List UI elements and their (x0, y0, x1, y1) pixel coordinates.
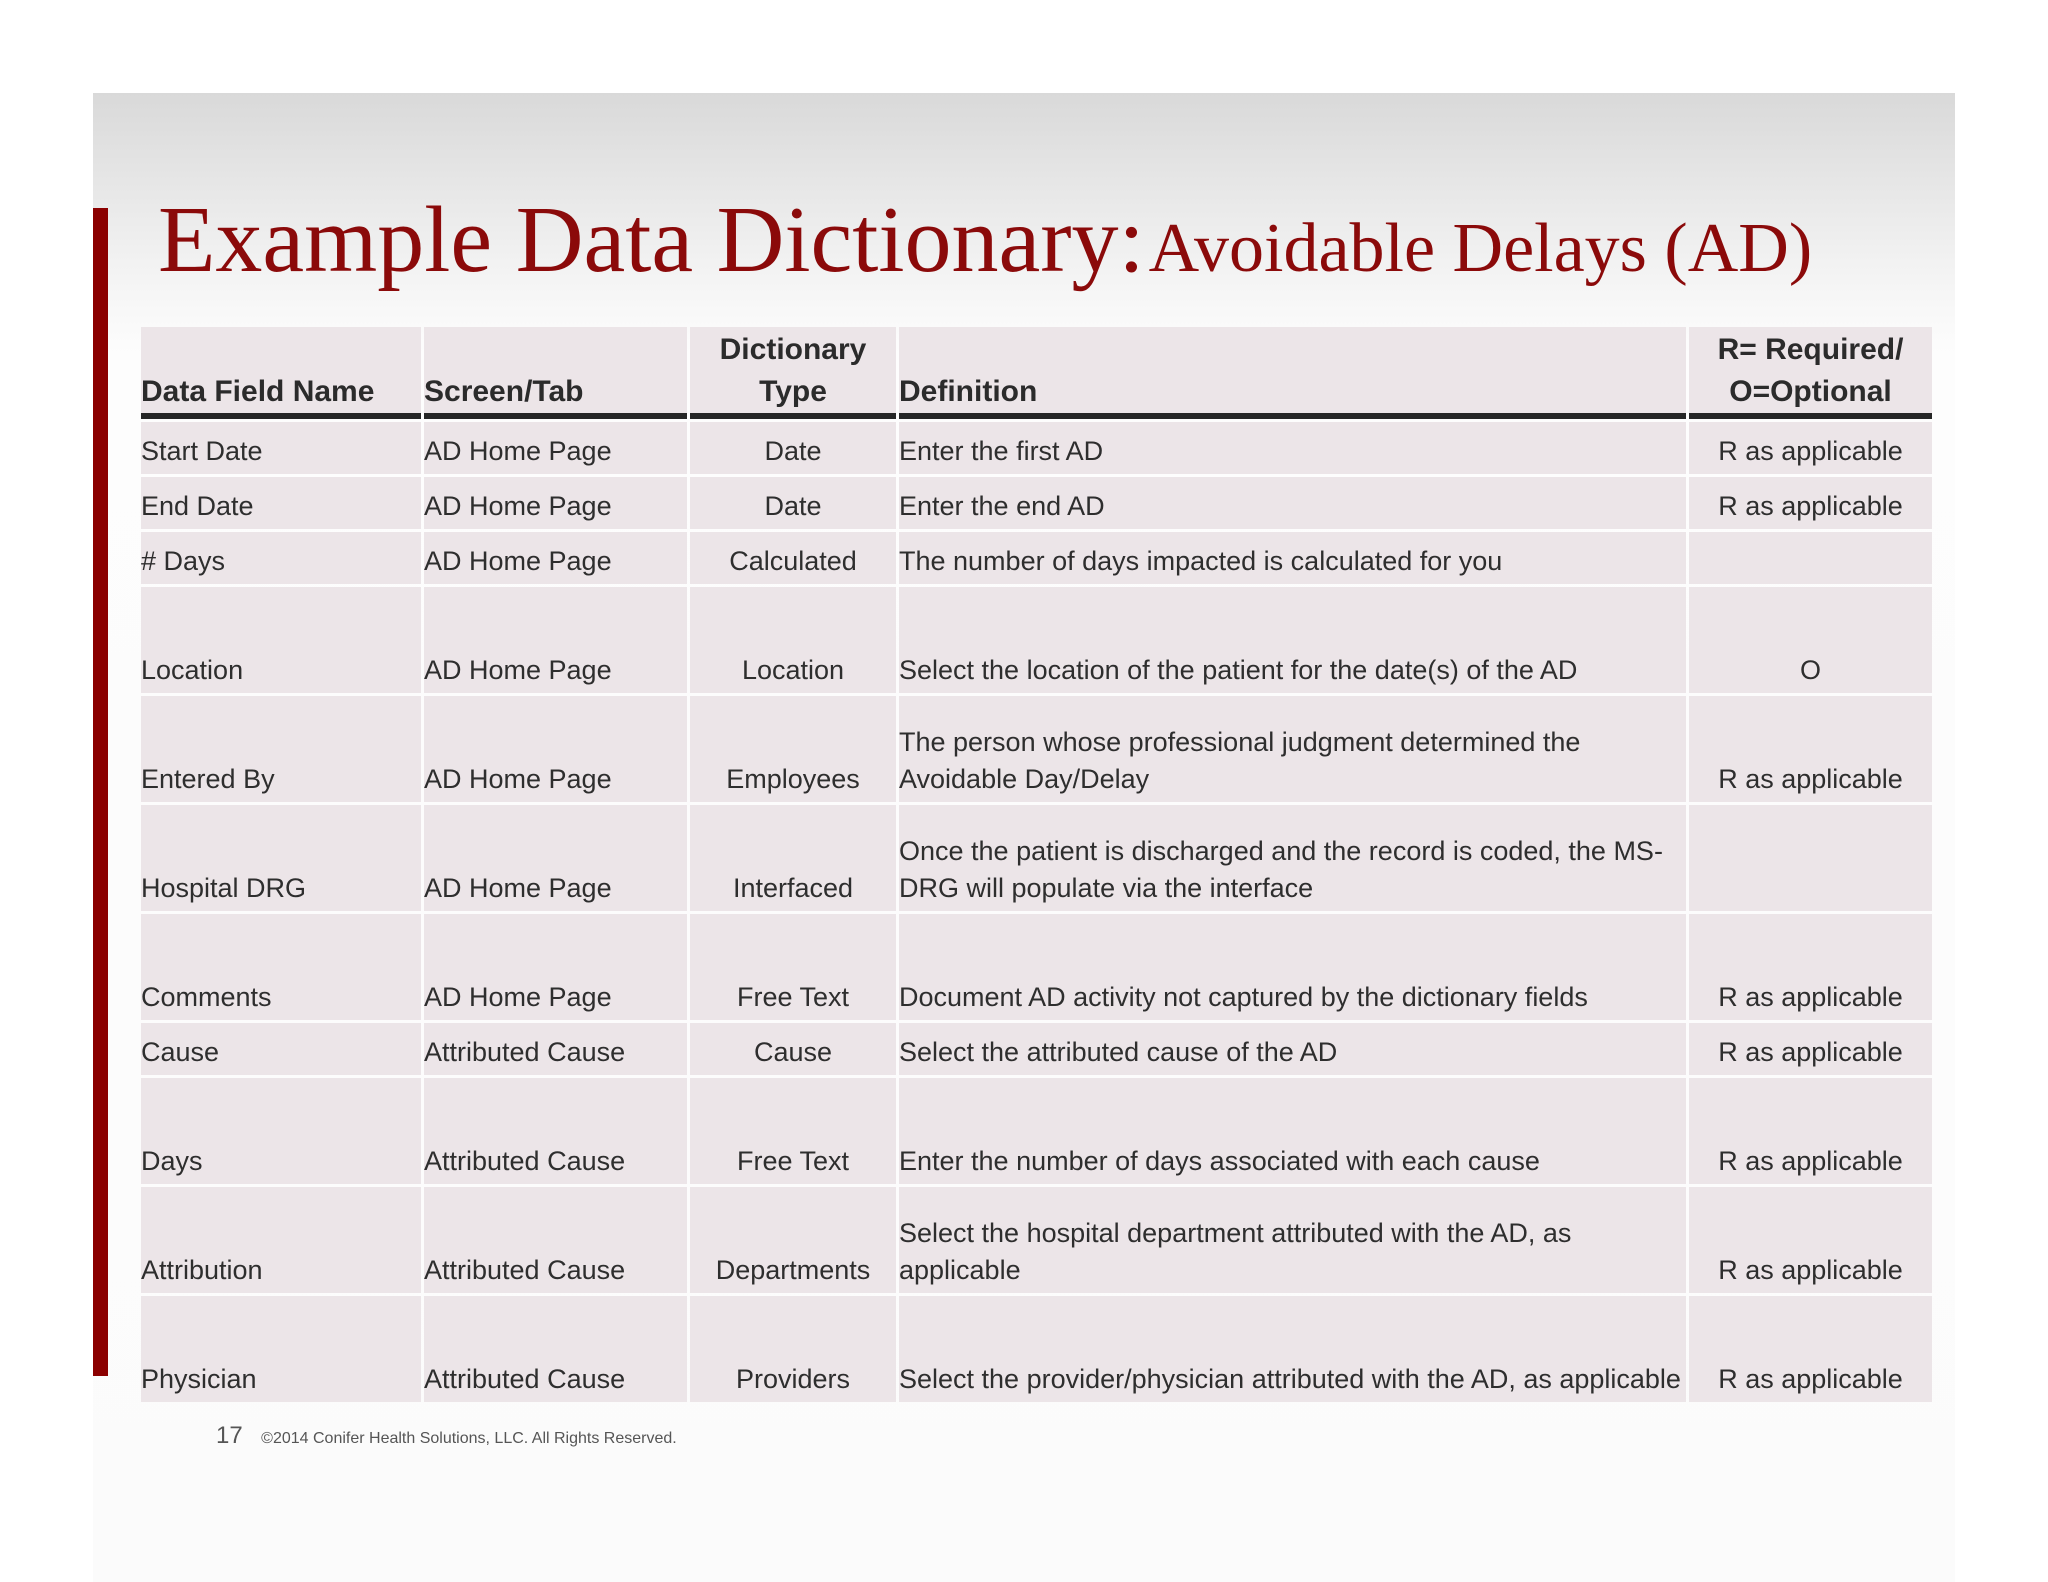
cell-data-field-name: Start Date (141, 422, 421, 474)
cell-required-optional: R as applicable (1689, 914, 1932, 1020)
cell-definition: The number of days impacted is calculated for you (899, 532, 1686, 584)
table-row (141, 805, 1932, 911)
cell-definition: Once the patient is discharged and the record is coded, the MS-DRG will populate via the interface (899, 805, 1686, 911)
cell-definition: Document AD activity not captured by the dictionary fields (899, 914, 1686, 1020)
cell-screen-tab: AD Home Page (424, 587, 687, 693)
cell-data-field-name: Comments (141, 914, 421, 1020)
copyright-notice: ©2014 Conifer Health Solutions, LLC. All Rights Reserved. (261, 1430, 677, 1447)
table-row (141, 696, 1932, 802)
table-body (141, 422, 1932, 1402)
table-row (141, 422, 1932, 474)
slide-title (158, 185, 1812, 295)
table-row (141, 1187, 1932, 1293)
cell-dictionary-type: Date (690, 422, 896, 474)
cell-data-field-name: Attribution (141, 1187, 421, 1293)
cell-dictionary-type: Cause (690, 1023, 896, 1075)
table-row (141, 477, 1932, 529)
title-subtitle: Avoidable Delays (AD) (1148, 210, 1813, 287)
cell-screen-tab: Attributed Cause (424, 1023, 687, 1075)
cell-data-field-name: Physician (141, 1296, 421, 1402)
cell-dictionary-type: Free Text (690, 1078, 896, 1184)
cell-definition: Enter the end AD (899, 477, 1686, 529)
slide-footer (216, 1422, 677, 1456)
cell-screen-tab: AD Home Page (424, 805, 687, 911)
header-screen-tab: Screen/Tab (424, 327, 687, 419)
cell-required-optional: R as applicable (1689, 696, 1932, 802)
table-row (141, 914, 1932, 1020)
cell-data-field-name: Days (141, 1078, 421, 1184)
cell-screen-tab: AD Home Page (424, 696, 687, 802)
table-row (141, 532, 1932, 584)
title-main: Example Data Dictionary: (158, 188, 1145, 292)
cell-screen-tab: AD Home Page (424, 532, 687, 584)
cell-data-field-name: # Days (141, 532, 421, 584)
cell-definition: Select the hospital department attributed with the AD, as applicable (899, 1187, 1686, 1293)
data-dictionary-table (138, 324, 1935, 1405)
cell-data-field-name: End Date (141, 477, 421, 529)
header-required-optional: R= Required/ O=Optional (1689, 327, 1932, 419)
cell-dictionary-type: Date (690, 477, 896, 529)
table-row (141, 587, 1932, 693)
cell-screen-tab: AD Home Page (424, 914, 687, 1020)
header-dictionary-type: Dictionary Type (690, 327, 896, 419)
header-data-field-name: Data Field Name (141, 327, 421, 419)
cell-dictionary-type: Interfaced (690, 805, 896, 911)
cell-required-optional (1689, 532, 1932, 584)
header-definition: Definition (899, 327, 1686, 419)
page-number: 17 (216, 1422, 243, 1449)
cell-required-optional: R as applicable (1689, 1023, 1932, 1075)
cell-required-optional (1689, 805, 1932, 911)
cell-required-optional: R as applicable (1689, 1078, 1932, 1184)
cell-definition: The person whose professional judgment determined the Avoidable Day/Delay (899, 696, 1686, 802)
cell-definition: Select the attributed cause of the AD (899, 1023, 1686, 1075)
cell-dictionary-type: Calculated (690, 532, 896, 584)
table-row (141, 1023, 1932, 1075)
cell-required-optional: R as applicable (1689, 422, 1932, 474)
cell-data-field-name: Location (141, 587, 421, 693)
cell-required-optional: R as applicable (1689, 1187, 1932, 1293)
table-row (141, 1296, 1932, 1402)
cell-data-field-name: Hospital DRG (141, 805, 421, 911)
cell-screen-tab: AD Home Page (424, 422, 687, 474)
cell-screen-tab: AD Home Page (424, 477, 687, 529)
cell-data-field-name: Cause (141, 1023, 421, 1075)
cell-required-optional: R as applicable (1689, 1296, 1932, 1402)
cell-screen-tab: Attributed Cause (424, 1078, 687, 1184)
cell-dictionary-type: Employees (690, 696, 896, 802)
cell-required-optional: R as applicable (1689, 477, 1932, 529)
table-header-row (141, 327, 1932, 419)
cell-screen-tab: Attributed Cause (424, 1187, 687, 1293)
cell-screen-tab: Attributed Cause (424, 1296, 687, 1402)
cell-required-optional: O (1689, 587, 1932, 693)
table-row (141, 1078, 1932, 1184)
cell-dictionary-type: Free Text (690, 914, 896, 1020)
accent-bar (93, 208, 108, 1376)
cell-dictionary-type: Location (690, 587, 896, 693)
cell-definition: Select the location of the patient for the date(s) of the AD (899, 587, 1686, 693)
cell-dictionary-type: Departments (690, 1187, 896, 1293)
cell-dictionary-type: Providers (690, 1296, 896, 1402)
cell-definition: Enter the first AD (899, 422, 1686, 474)
cell-data-field-name: Entered By (141, 696, 421, 802)
cell-definition: Select the provider/physician attributed with the AD, as applicable (899, 1296, 1686, 1402)
cell-definition: Enter the number of days associated with each cause (899, 1078, 1686, 1184)
